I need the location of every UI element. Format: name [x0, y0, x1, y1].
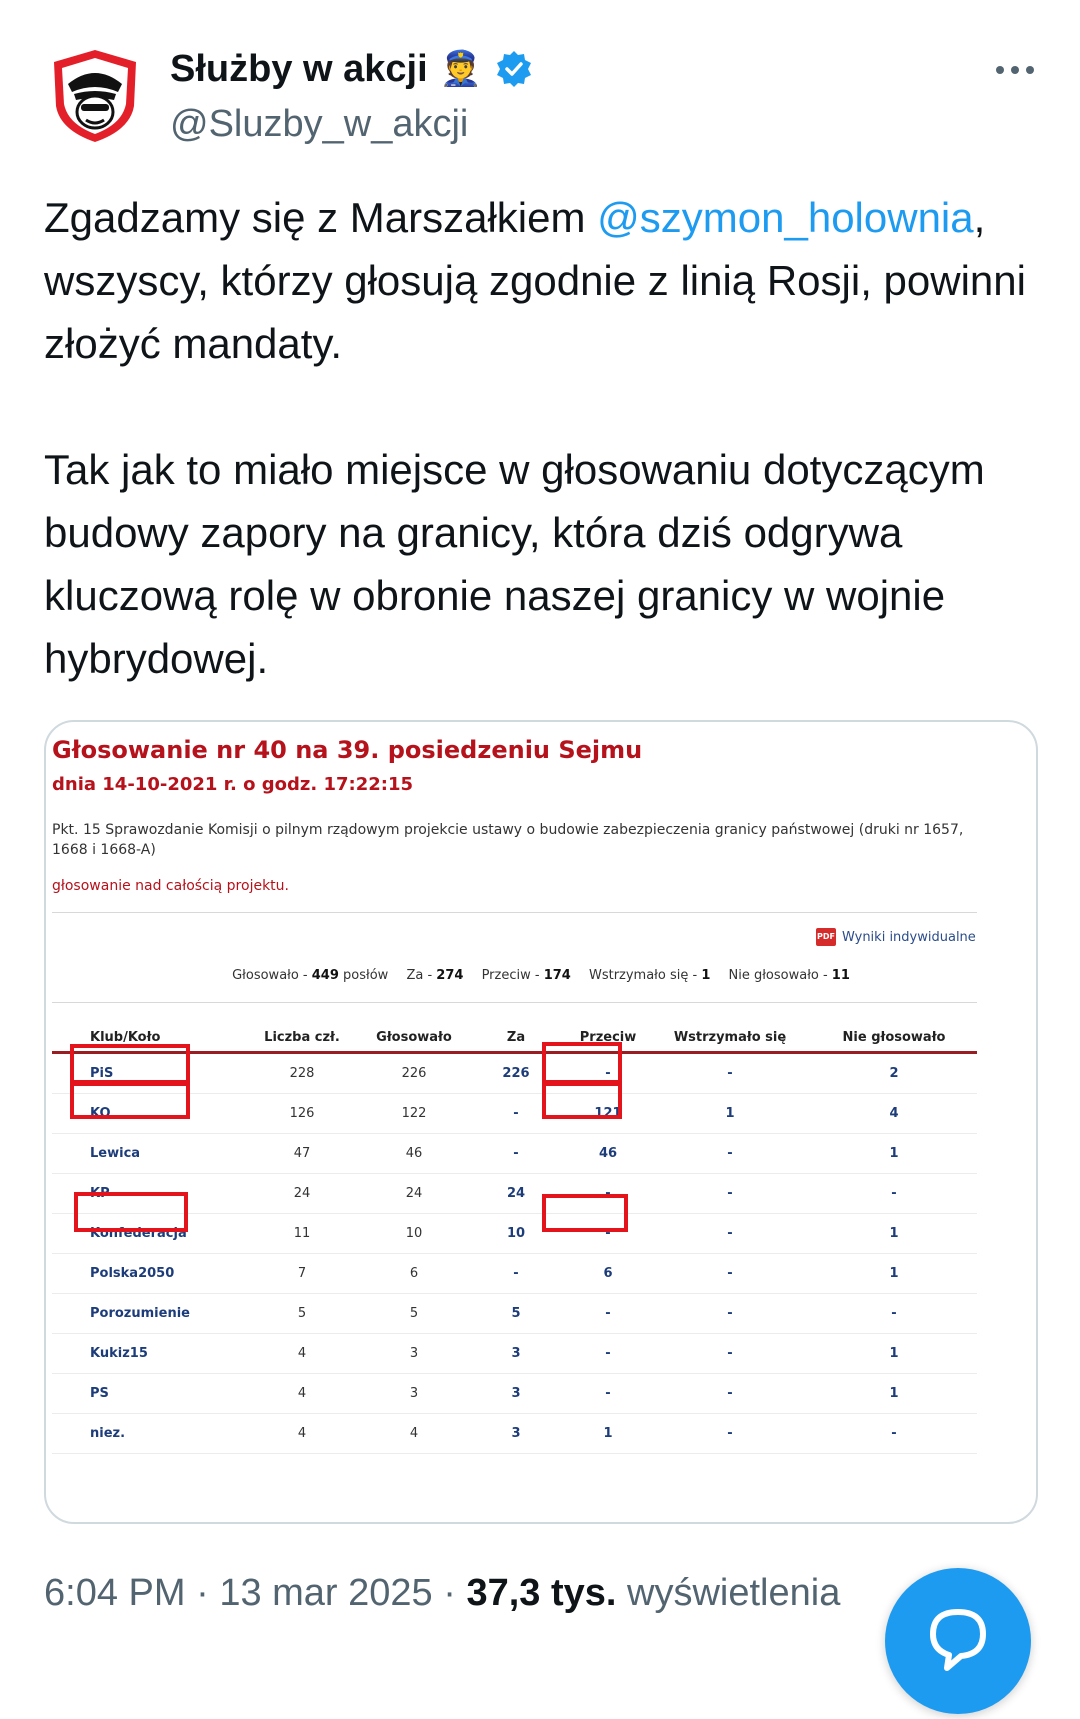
table-cell: 7: [241, 1254, 363, 1294]
table-cell: 10: [363, 1214, 465, 1254]
club-name: Porozumienie: [52, 1294, 241, 1334]
table-row: [52, 1254, 977, 1294]
author-name-text: Służby w akcji: [170, 48, 428, 90]
table-cell: 226: [363, 1053, 465, 1094]
summary-label: Głosowało -: [232, 968, 312, 983]
table-cell: 24: [465, 1174, 567, 1214]
individual-results-label: Wyniki indywidualne: [842, 929, 976, 945]
table-cell: 1: [811, 1254, 977, 1294]
table-cell: 1: [649, 1094, 811, 1134]
table-cell: -: [567, 1174, 649, 1214]
table-row: [52, 1094, 977, 1134]
table-row: [52, 1374, 977, 1414]
time[interactable]: 6:04 PM: [44, 1572, 186, 1614]
divider: [52, 912, 977, 913]
table-cell: 11: [241, 1214, 363, 1254]
club-name: PiS: [52, 1053, 241, 1094]
table-cell: 5: [241, 1294, 363, 1334]
club-name: PS: [52, 1374, 241, 1414]
table-cell: -: [465, 1134, 567, 1174]
police-shield-logo-icon: [52, 48, 138, 144]
vote-title: Głosowanie nr 40 na 39. posiedzeniu Sejmu: [52, 736, 643, 764]
separator: ·: [432, 1572, 467, 1614]
club-name: KO: [52, 1094, 241, 1134]
vote-description: Pkt. 15 Sprawozdanie Komisji o pilnym rządowym projekcie ustawy o budowie zabezpieczenia granicy państwowej (druki nr 1657, 1668 i 1668-A): [52, 822, 964, 858]
avatar[interactable]: [52, 48, 138, 144]
tweet-text-part: , wszyscy, którzy głosują zgodnie z linią Rosji, powinni złożyć mandaty.: [44, 194, 1026, 367]
table-row: [52, 1294, 977, 1334]
table-cell: 3: [465, 1414, 567, 1454]
vote-results-screenshot: [46, 722, 1036, 1522]
table-cell: 126: [241, 1094, 363, 1134]
vote-subtitle: głosowanie nad całością projektu.: [52, 878, 289, 894]
table-cell: 122: [363, 1094, 465, 1134]
column-header: Klub/Koło: [52, 1014, 241, 1053]
summary-value: 174: [543, 968, 571, 983]
police-officer-emoji-icon: 👮: [439, 50, 482, 88]
table-cell: -: [811, 1174, 977, 1214]
table-row: [52, 1334, 977, 1374]
date[interactable]: 13 mar 2025: [219, 1572, 433, 1614]
table-cell: 6: [567, 1254, 649, 1294]
red-highlight-box: [542, 1082, 622, 1119]
views-label: wyświetlenia: [616, 1572, 841, 1614]
column-header: Wstrzymało się: [649, 1014, 811, 1053]
table-cell: -: [465, 1094, 567, 1134]
table-cell: 1: [811, 1334, 977, 1374]
individual-results-link: [816, 928, 976, 946]
column-header: Głosowało: [363, 1014, 465, 1053]
pdf-icon: PDF: [816, 928, 836, 946]
more-options-icon[interactable]: [990, 50, 1040, 90]
summary-value: 274: [436, 968, 464, 983]
table-cell: 4: [241, 1374, 363, 1414]
table-cell: 3: [465, 1374, 567, 1414]
tweet-paragraph-1: [44, 186, 1044, 375]
table-cell: -: [811, 1414, 977, 1454]
tweet-text-part: Zgadzamy się z Marszałkiem: [44, 194, 598, 241]
summary-value: 1: [701, 968, 711, 983]
table-cell: -: [567, 1374, 649, 1414]
table-row: [52, 1053, 977, 1094]
summary-label: posłów: [338, 968, 389, 983]
table-cell: 226: [465, 1053, 567, 1094]
table-cell: 46: [567, 1134, 649, 1174]
tweet-paragraph-2: Tak jak to miało miejsce w głosowaniu dotyczącym budowy zapory na granicy, która dziś odgrywa kluczową rolę w obronie naszej granicy w wojnie hybrydowej.: [44, 446, 985, 682]
table-cell: 5: [363, 1294, 465, 1334]
table-row: [52, 1414, 977, 1454]
table-cell: 24: [241, 1174, 363, 1214]
red-highlight-box: [542, 1042, 622, 1084]
club-name: Konfederacja: [52, 1214, 241, 1254]
table-cell: -: [649, 1294, 811, 1334]
summary-label: Przeciw -: [481, 968, 544, 983]
club-name: KP: [52, 1174, 241, 1214]
vote-date: dnia 14-10-2021 r. o godz. 17:22:15: [52, 774, 413, 795]
summary-label: Nie głosowało -: [728, 968, 832, 983]
attached-image[interactable]: [44, 720, 1038, 1524]
table-cell: 6: [363, 1254, 465, 1294]
table-cell: 24: [363, 1174, 465, 1214]
table-cell: -: [649, 1374, 811, 1414]
summary-value: 11: [831, 968, 850, 983]
red-highlight-box: [542, 1194, 628, 1232]
red-highlight-box: [70, 1082, 190, 1119]
club-name: Kukiz15: [52, 1334, 241, 1374]
verified-badge-icon: [494, 49, 534, 89]
table-row: [52, 1174, 977, 1214]
tweet-header: [0, 0, 1080, 160]
table-cell: 4: [363, 1414, 465, 1454]
table-cell: -: [649, 1214, 811, 1254]
table-cell: 2: [811, 1053, 977, 1094]
red-highlight-box: [70, 1044, 190, 1084]
author-handle[interactable]: @Sluzby_w_akcji: [170, 103, 469, 145]
table-cell: 1: [811, 1374, 977, 1414]
table-cell: 10: [465, 1214, 567, 1254]
table-cell: -: [649, 1174, 811, 1214]
table-cell: 47: [241, 1134, 363, 1174]
table-cell: 1: [567, 1414, 649, 1454]
table-cell: 121: [567, 1094, 649, 1134]
table-cell: 1: [811, 1134, 977, 1174]
table-cell: -: [567, 1334, 649, 1374]
red-highlight-box: [74, 1192, 188, 1232]
vote-summary: [46, 968, 1036, 983]
club-name: Polska2050: [52, 1254, 241, 1294]
table-cell: -: [649, 1254, 811, 1294]
table-cell: -: [649, 1134, 811, 1174]
vote-results-table: [52, 1014, 977, 1454]
divider: [52, 1002, 977, 1003]
table-header-row: [52, 1014, 977, 1053]
table-cell: -: [811, 1294, 977, 1334]
table-cell: 4: [811, 1094, 977, 1134]
tweet-timestamp: [44, 1568, 840, 1618]
table-cell: 4: [241, 1334, 363, 1374]
summary-label: Za -: [406, 968, 437, 983]
table-row: [52, 1134, 977, 1174]
column-header: Za: [465, 1014, 567, 1053]
reply-compose-button[interactable]: [885, 1568, 1031, 1714]
table-cell: 4: [241, 1414, 363, 1454]
column-header: Nie głosowało: [811, 1014, 977, 1053]
summary-value: 449: [311, 968, 339, 983]
column-header: Liczba czł.: [241, 1014, 363, 1053]
table-cell: -: [465, 1254, 567, 1294]
table-cell: -: [567, 1294, 649, 1334]
mention-link[interactable]: @szymon_holownia: [597, 194, 974, 241]
view-count: 37,3 tys.: [466, 1572, 617, 1614]
table-row: [52, 1214, 977, 1254]
table-cell: 46: [363, 1134, 465, 1174]
table-cell: -: [649, 1334, 811, 1374]
table-cell: 3: [465, 1334, 567, 1374]
club-name: Lewica: [52, 1134, 241, 1174]
table-cell: 3: [363, 1374, 465, 1414]
speech-bubble-icon: [885, 1568, 1031, 1714]
table-cell: -: [567, 1053, 649, 1094]
table-cell: 1: [811, 1214, 977, 1254]
table-cell: -: [567, 1214, 649, 1254]
column-header: Przeciw: [567, 1014, 649, 1053]
tweet-text: [44, 186, 1044, 690]
table-cell: 3: [363, 1334, 465, 1374]
table-cell: -: [649, 1053, 811, 1094]
separator: ·: [185, 1572, 220, 1614]
author-name[interactable]: [170, 44, 534, 94]
summary-label: Wstrzymało się -: [588, 968, 702, 983]
table-cell: 5: [465, 1294, 567, 1334]
club-name: niez.: [52, 1414, 241, 1454]
table-cell: -: [649, 1414, 811, 1454]
table-cell: 228: [241, 1053, 363, 1094]
